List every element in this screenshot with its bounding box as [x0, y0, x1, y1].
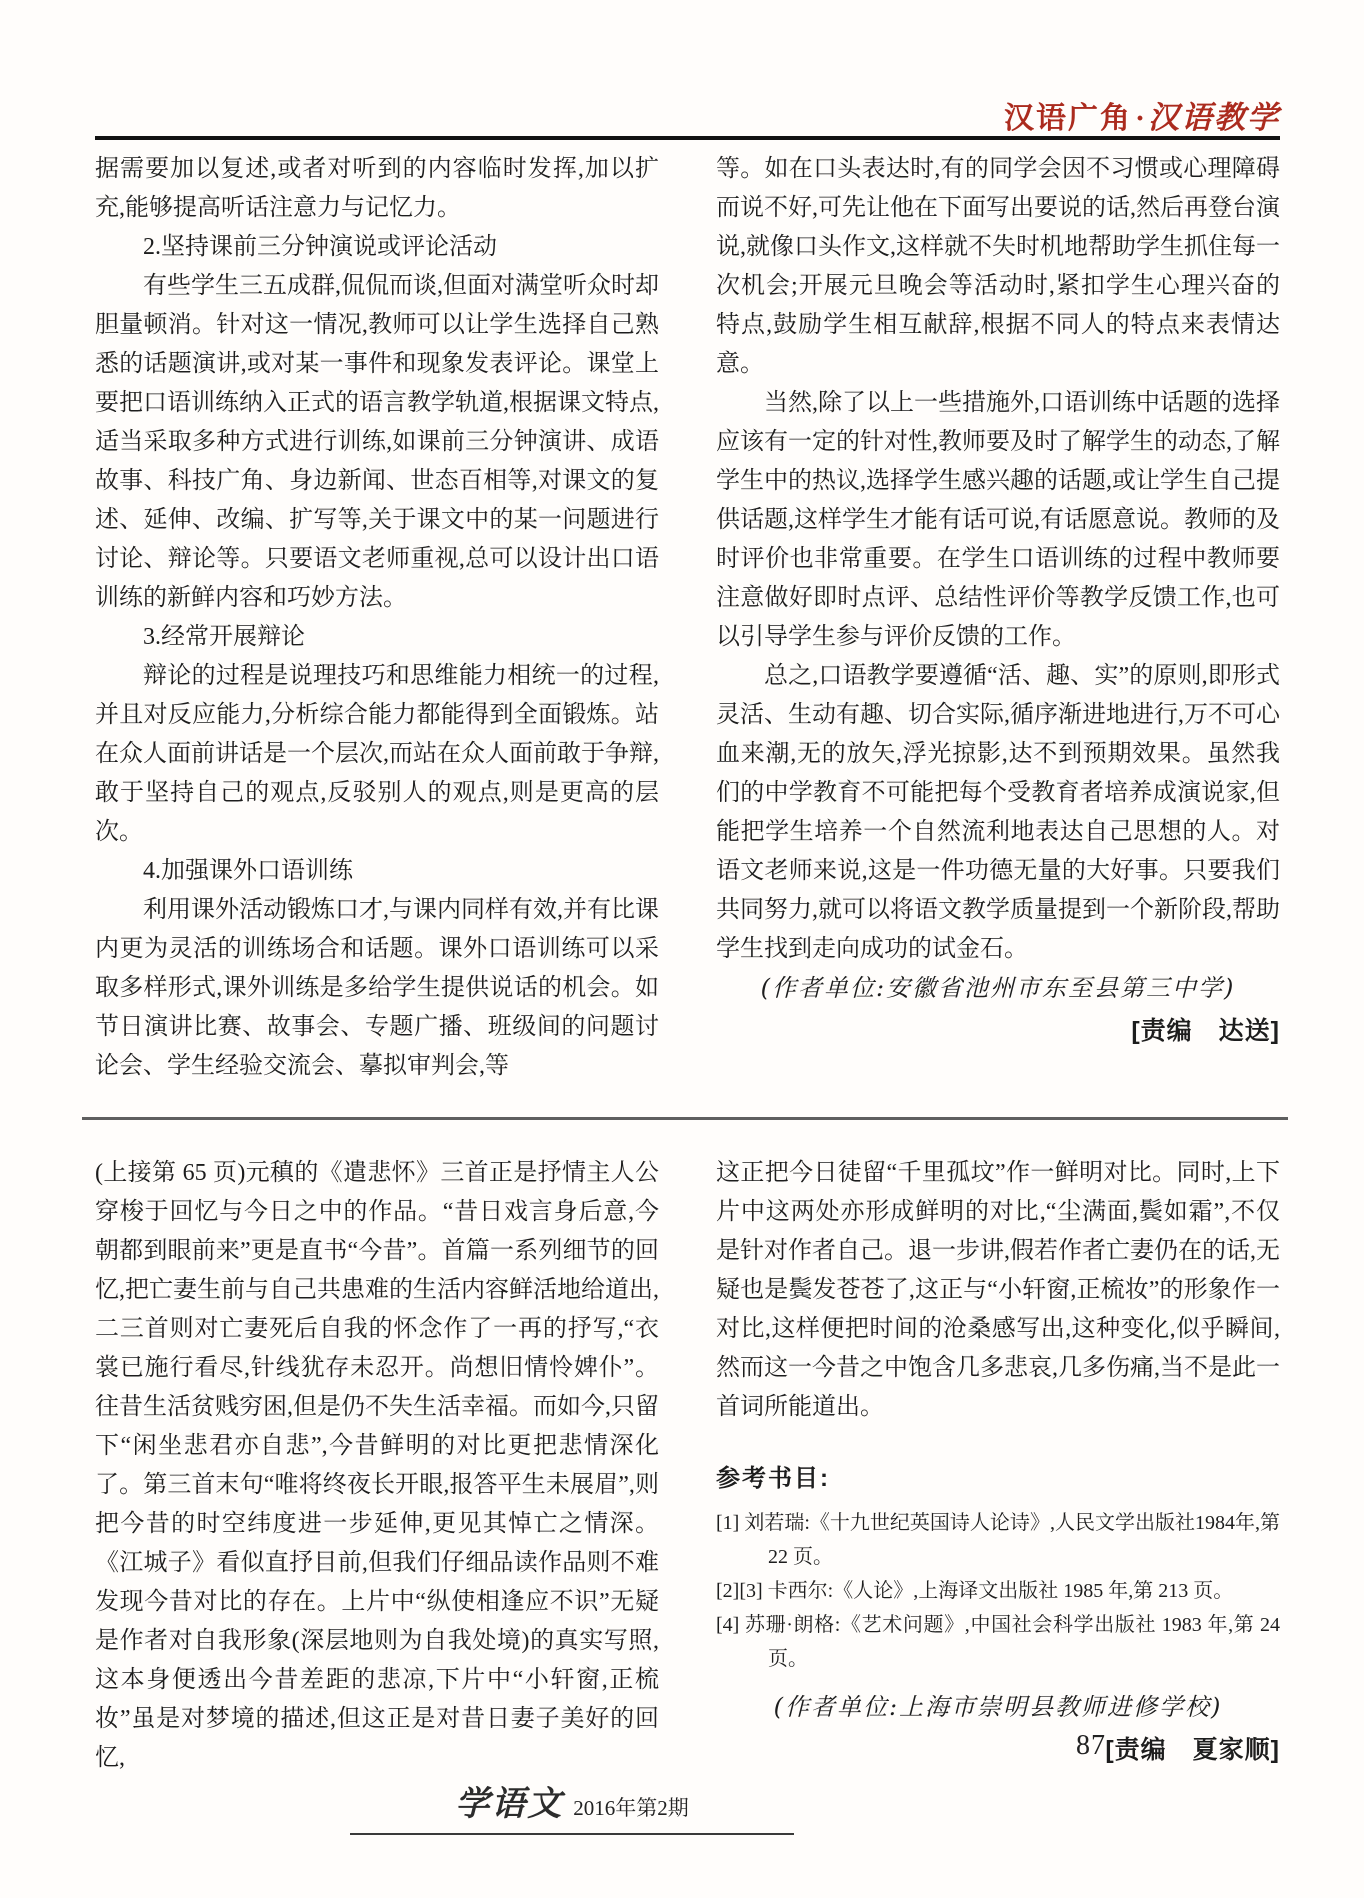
paragraph: 利用课外活动锻炼口才,与课内同样有效,并有比课内更为灵活的训练场合和话题。课外口语训练可以采取多样形式,课外训练是多给学生提供说话的机会。如节日演讲比赛、故事会、专题广播、班级间的问题讨论会、学生经验交流会、摹拟审判会,等: [95, 897, 659, 1079]
editor-credit: [责编 达送]: [1131, 1017, 1280, 1045]
journal-logo: 学语文: [455, 1784, 564, 1824]
subheading-3: 3.经常开展辩论: [143, 624, 305, 650]
section-divider: [82, 1117, 1288, 1120]
journal-issue: 2016年第2期: [573, 1796, 689, 1820]
article2-left-column: [95, 1154, 659, 1778]
article1-right-column: [716, 150, 1280, 1086]
article-qianbeihuai: [95, 1154, 1280, 1778]
author-affiliation: (作者单位:安徽省池州市东至县第三中学): [760, 974, 1236, 1002]
article1-left-column: [95, 150, 659, 1086]
bibliography: [716, 1459, 1280, 1676]
journal-footer: [350, 1776, 794, 1835]
paragraph: (上接第 65 页)元稹的《遣悲怀》三首正是抒情主人公穿梭于回忆与今日之中的作品。“昔日戏言身后意,今朝都到眼前来”更是直书“今昔”。首篇一系列细节的回忆,把亡妻生前与自己共患难的生活内容鲜活地给道出,二三首则对亡妻死后自我的怀念作了一再的抒写,“衣裳已施行看尽,针线犹存未忍开。尚想旧情怜婢仆”。往昔生活贫贱穷困,但是仍不失生活幸福。而如今,只留下“闲坐悲君亦自悲”,今昔鲜明的对比更把悲情深化了。第三首末句“唯将终夜长开眼,报答平生未展眉”,则把今昔的时空纬度进一步延伸,更见其悼亡之情深。《江城子》看似直抒目前,但我们仔细品读作品则不难发现今昔对比的存在。上片中“纵使相逢应不识”无疑是作者对自我形象(深层地则为自我处境)的真实写照,这本身便透出今昔差距的悲凉,下片中“小轩窗,正梳妆”虽是对梦境的描述,但这正是对昔日妻子美好的回忆,: [95, 1160, 659, 1771]
subheading-2: 2.坚持课前三分钟演说或评论活动: [143, 234, 497, 260]
paragraph: 辩论的过程是说理技巧和思维能力相统一的过程,并且对反应能力,分析综合能力都能得到全面锻炼。站在众人面前讲话是一个层次,而站在众人面前敢于争辩,敢于坚持自己的观点,反驳别人的观点,则是更高的层次。: [95, 663, 659, 845]
bibliography-item: [4] 苏珊·朗格:《艺术问题》,中国社会科学出版社 1983 年,第 24 页。: [716, 1614, 1280, 1670]
author-affiliation: (作者单位:上海市崇明县教师进修学校): [773, 1693, 1223, 1721]
paragraph: 当然,除了以上一些措施外,口语训练中话题的选择应该有一定的针对性,教师要及时了解学生的动态,了解学生中的热议,选择学生感兴趣的话题,或让学生自己提供话题,这样学生才能有话可说,有话愿意说。教师的及时评价也非常重要。在学生口语训练的过程中教师要注意做好即时点评、总结性评价等教学反馈工作,也可以引导学生参与评价反馈的工作。: [716, 390, 1280, 650]
bibliography-item: [1] 刘若瑞:《十九世纪英国诗人论诗》,人民文学出版社1984年,第 22 页。: [716, 1512, 1280, 1568]
page-header: [95, 92, 1280, 137]
paragraph: 有些学生三五成群,侃侃而谈,但面对满堂听众时却胆量顿消。针对这一情况,教师可以让学生选择自己熟悉的话题演讲,或对某一事件和现象发表评论。课堂上要把口语训练纳入正式的语言教学轨道,根据课文特点,适当采取多种方式进行训练,如课前三分钟演讲、成语故事、科技广角、身边新闻、世态百相等,对课文的复述、延伸、改编、扩写等,关于课文中的某一问题进行讨论、辩论等。只要语文老师重视,总可以设计出口语训练的新鲜内容和巧妙方法。: [95, 273, 659, 611]
article2-right-column: [716, 1154, 1280, 1778]
subheading-4: 4.加强课外口语训练: [143, 858, 353, 884]
editor-credit: [责编 夏家顺]: [1105, 1736, 1280, 1764]
paragraph: 据需要加以复述,或者对听到的内容临时发挥,加以扩充,能够提高听话注意力与记忆力。: [95, 156, 659, 221]
paragraph: 这正把今日徒留“千里孤坟”作一鲜明对比。同时,上下片中这两处亦形成鲜明的对比,“尘满面,鬓如霜”,不仅是针对作者自己。退一步讲,假若作者亡妻仍在的话,无疑也是鬓发苍苍了,这正与“小轩窗,正梳妆”的形象作一对比,这样便把时间的沧桑感写出,这种变化,似乎瞬间,然而这一今昔之中饱含几多悲哀,几多伤痛,当不是此一首词所能道出。: [716, 1160, 1280, 1420]
article-oral-training: [95, 150, 1280, 1086]
bibliography-heading: 参考书目:: [716, 1465, 830, 1492]
page-number: 87: [1076, 1730, 1106, 1761]
paragraph: 总之,口语教学要遵循“活、趣、实”的原则,即形式灵活、生动有趣、切合实际,循序渐进地进行,万不可心血来潮,无的放矢,浮光掠影,达不到预期效果。虽然我们的中学教育不可能把每个受教育者培养成演说家,但能把学生培养一个自然流利地表达自己思想的人。对语文老师来说,这是一件功德无量的大好事。只要我们共同努力,就可以将语文教学质量提到一个新阶段,帮助学生找到走向成功的试金石。: [716, 663, 1280, 962]
paragraph: 等。如在口头表达时,有的同学会因不习惯或心理障碍而说不好,可先让他在下面写出要说的话,然后再登台演说,就像口头作文,这样就不失时机地帮助学生抓住每一次机会;开展元旦晚会等活动时,紧扣学生心理兴奋的特点,鼓励学生相互献辞,根据不同人的特点来表情达意。: [716, 156, 1280, 377]
header-separator-dot: ·: [1134, 102, 1145, 135]
bibliography-item: [2][3] 卡西尔:《人论》,上海译文出版社 1985 年,第 213 页。: [716, 1580, 1234, 1602]
header-section-title: 汉语广角: [1003, 102, 1132, 135]
header-rule: [95, 136, 1280, 140]
header-section-subtitle: 汉语教学: [1148, 100, 1280, 136]
